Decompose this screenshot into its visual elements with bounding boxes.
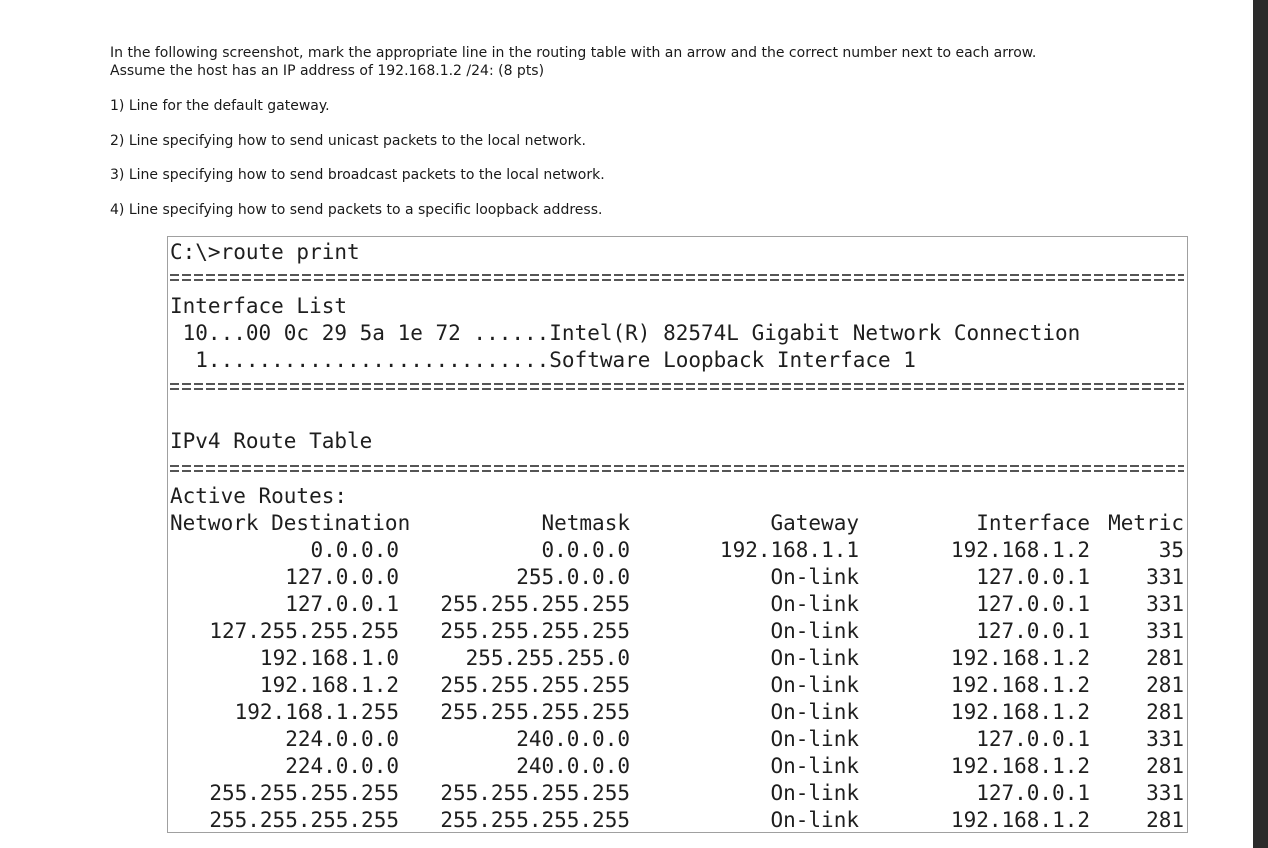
route-interface: 127.0.0.1 [976, 727, 1090, 751]
route-destination: 224.0.0.0 [285, 754, 399, 778]
route-netmask: 240.0.0.0 [516, 727, 630, 751]
route-print-screenshot [167, 236, 1188, 833]
route-netmask: 255.255.255.255 [440, 619, 630, 643]
route-metric: 281 [1146, 646, 1184, 670]
route-interface: 192.168.1.2 [950, 700, 1090, 724]
route-destination: 0.0.0.0 [310, 538, 399, 562]
route-row [168, 591, 1187, 618]
question-item-3: 3) Line specifying how to send broadcast packets to the local network. [110, 167, 605, 183]
question-item-4: 4) Line specifying how to send packets to a specific loopback address. [110, 202, 603, 218]
route-destination: 192.168.1.2 [259, 673, 399, 697]
route-destination: 127.0.0.1 [285, 592, 399, 616]
separator [170, 465, 1184, 473]
route-destination: 255.255.255.255 [209, 781, 399, 805]
question-item-2: 2) Line specifying how to send unicast packets to the local network. [110, 133, 586, 149]
route-gateway: On-link [770, 565, 859, 589]
route-row [168, 564, 1187, 591]
route-interface: 127.0.0.1 [976, 565, 1090, 589]
header-destination: Network Destination [170, 511, 411, 535]
route-table-header [168, 510, 1187, 537]
route-metric: 331 [1146, 619, 1184, 643]
header-gateway: Gateway [770, 511, 859, 535]
route-metric: 331 [1146, 592, 1184, 616]
route-row [168, 807, 1187, 833]
route-row [168, 618, 1187, 645]
route-netmask: 255.255.255.0 [465, 646, 630, 670]
route-gateway: On-link [770, 700, 859, 724]
header-metric: Metric [1108, 511, 1184, 535]
route-interface: 127.0.0.1 [976, 619, 1090, 643]
route-interface: 192.168.1.2 [950, 673, 1090, 697]
route-interface: 192.168.1.2 [950, 754, 1090, 778]
question-intro-line-2: Assume the host has an IP address of 192.168.1.2 /24: (8 pts) [110, 63, 545, 79]
route-row [168, 780, 1187, 807]
route-gateway: On-link [770, 754, 859, 778]
route-gateway: On-link [770, 646, 859, 670]
active-routes-title: Active Routes: [170, 484, 348, 508]
route-interface: 127.0.0.1 [976, 592, 1090, 616]
route-gateway: On-link [770, 619, 859, 643]
question-item-1: 1) Line for the default gateway. [110, 98, 330, 114]
route-interface: 192.168.1.2 [950, 808, 1090, 832]
route-destination: 192.168.1.0 [259, 646, 399, 670]
route-row [168, 726, 1187, 753]
route-row [168, 645, 1187, 672]
route-netmask: 255.255.255.255 [440, 808, 630, 832]
interface-entry: 10...00 0c 29 5a 1e 72 ......Intel(R) 82574L Gigabit Network Connection [170, 321, 1081, 345]
route-netmask: 255.255.255.255 [440, 673, 630, 697]
header-interface: Interface [976, 511, 1090, 535]
route-netmask: 255.255.255.255 [440, 781, 630, 805]
route-row [168, 753, 1187, 780]
question-text [110, 44, 1210, 218]
route-metric: 281 [1146, 700, 1184, 724]
route-netmask: 0.0.0.0 [541, 538, 630, 562]
route-destination: 224.0.0.0 [285, 727, 399, 751]
window-edge [1253, 0, 1268, 848]
route-row [168, 672, 1187, 699]
route-row [168, 699, 1187, 726]
route-netmask: 255.255.255.255 [440, 700, 630, 724]
route-row [168, 537, 1187, 564]
route-gateway: 192.168.1.1 [719, 538, 859, 562]
command-line: C:\>route print [170, 240, 360, 264]
route-destination: 127.0.0.0 [285, 565, 399, 589]
route-metric: 281 [1146, 673, 1184, 697]
header-netmask: Netmask [541, 511, 630, 535]
route-gateway: On-link [770, 727, 859, 751]
route-gateway: On-link [770, 781, 859, 805]
question-intro-line-1: In the following screenshot, mark the appropriate line in the routing table with an arrow and the correct number next to each arrow. [110, 45, 1037, 61]
route-netmask: 240.0.0.0 [516, 754, 630, 778]
route-gateway: On-link [770, 808, 859, 832]
route-netmask: 255.0.0.0 [516, 565, 630, 589]
route-interface: 192.168.1.2 [950, 646, 1090, 670]
route-metric: 331 [1146, 727, 1184, 751]
route-metric: 331 [1146, 781, 1184, 805]
route-interface: 192.168.1.2 [950, 538, 1090, 562]
separator [170, 274, 1184, 282]
route-destination: 127.255.255.255 [209, 619, 399, 643]
route-gateway: On-link [770, 592, 859, 616]
separator [170, 383, 1184, 391]
route-metric: 281 [1146, 808, 1184, 832]
route-table-title: IPv4 Route Table [170, 429, 373, 453]
route-metric: 35 [1158, 538, 1184, 562]
route-metric: 281 [1146, 754, 1184, 778]
route-destination: 192.168.1.255 [234, 700, 399, 724]
interface-entry: 1...........................Software Loopback Interface 1 [170, 348, 916, 372]
route-destination: 255.255.255.255 [209, 808, 399, 832]
route-metric: 331 [1146, 565, 1184, 589]
route-netmask: 255.255.255.255 [440, 592, 630, 616]
route-gateway: On-link [770, 673, 859, 697]
interface-list-title: Interface List [170, 294, 348, 318]
route-interface: 127.0.0.1 [976, 781, 1090, 805]
